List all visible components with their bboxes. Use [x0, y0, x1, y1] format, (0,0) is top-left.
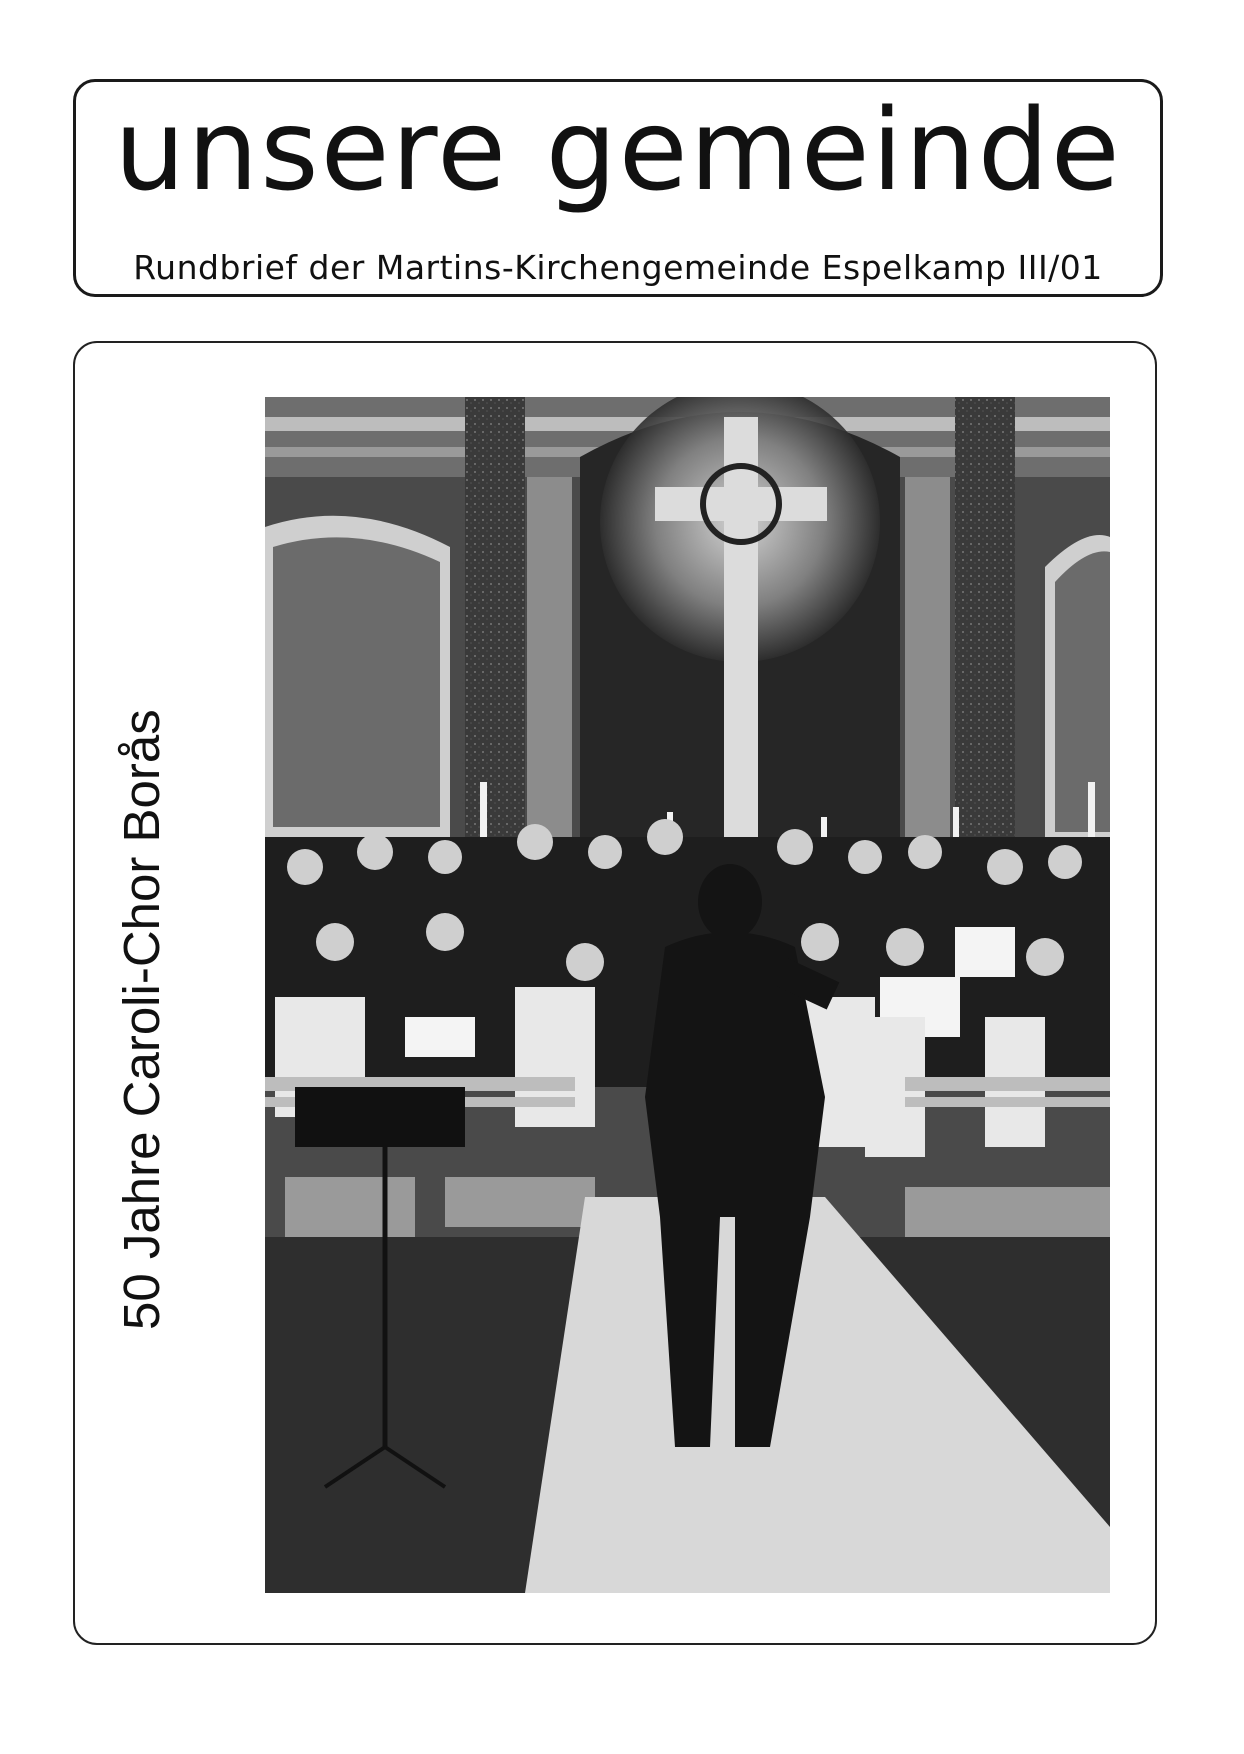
left-painting	[273, 537, 440, 827]
column-right	[955, 397, 1015, 867]
cover-caption: 50 Jahre Caroli-Chor Borås	[113, 709, 170, 1330]
masthead	[73, 79, 1163, 297]
newsletter-subtitle: Rundbrief der Martins-Kirchengemeinde Espelkamp III/01	[133, 248, 1103, 287]
right-painting	[1055, 551, 1110, 832]
choir-photo	[265, 397, 1110, 1593]
column-left	[465, 397, 525, 867]
cross-horizontal	[655, 487, 827, 521]
newsletter-title: unsere gemeinde	[114, 86, 1122, 216]
cross-vertical	[724, 417, 758, 837]
